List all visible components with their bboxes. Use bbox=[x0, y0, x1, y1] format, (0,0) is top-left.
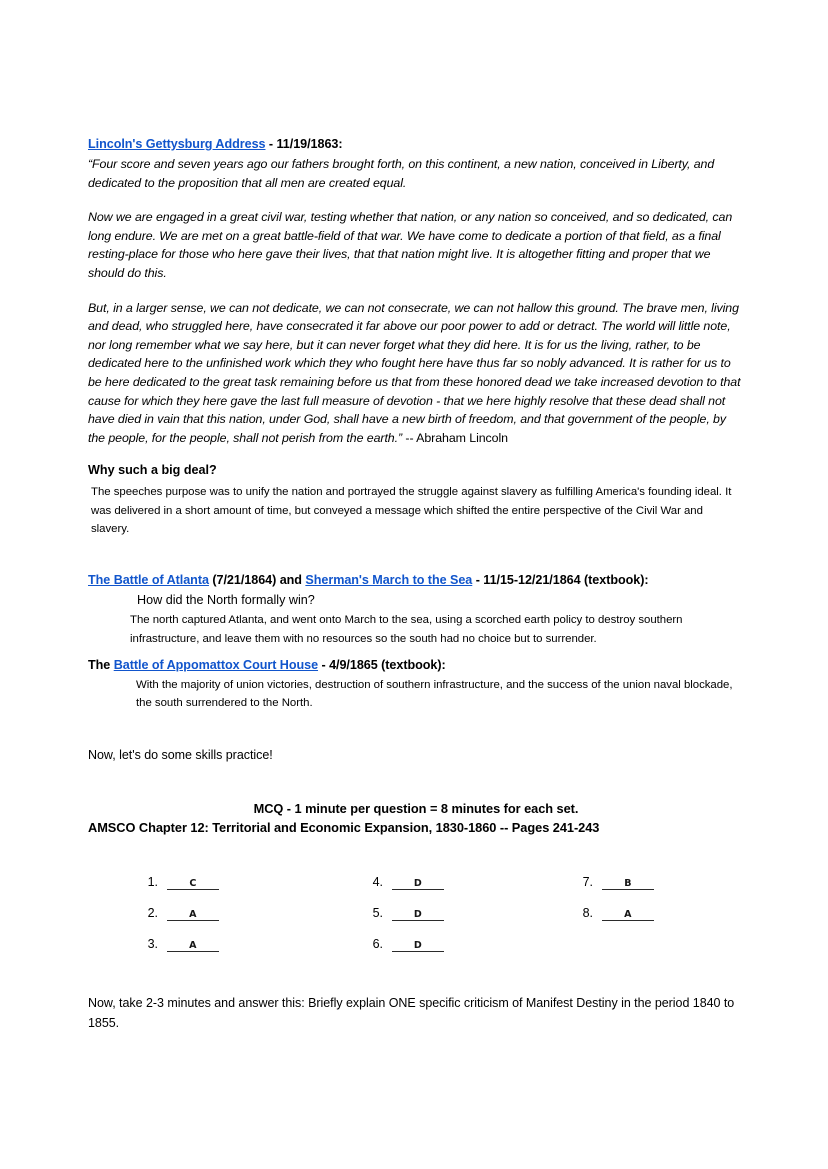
answer-item bbox=[136, 890, 361, 921]
gettysburg-attribution: -- Abraham Lincoln bbox=[405, 430, 508, 445]
spacer-after-big-deal bbox=[88, 538, 744, 572]
battle-of-atlanta-link[interactable]: The Battle of Atlanta bbox=[88, 573, 209, 588]
spacer-before-mcq bbox=[88, 765, 744, 799]
gettysburg-paragraph-2: Now we are engaged in a great civil war, testing whether that nation, or any nation so conceived, and so dedicated, can long endure. We are met on a great battle-field of that war. We have come to dedicate a portion of that field, as a final resting-place for those who here gave their lives, that that nation might live. It is altogether fitting and proper that we should do this. bbox=[88, 210, 733, 280]
answer-item bbox=[136, 859, 361, 890]
answer-number: 5. bbox=[372, 906, 383, 921]
mcq-column-2 bbox=[361, 859, 571, 952]
mcq-answer-grid bbox=[88, 859, 744, 952]
gettysburg-paragraph-3 bbox=[88, 299, 744, 448]
mcq-timing-heading: MCQ - 1 minute per question = 8 minutes for each set. bbox=[253, 801, 579, 817]
spacer-after-atlanta bbox=[88, 648, 744, 657]
appomattox-answer: With the majority of union victories, destruction of southern infrastructure, and the success of the union naval blockade, the south surrendered to the North. bbox=[136, 678, 733, 710]
answer-number: 6. bbox=[372, 937, 383, 952]
answer-letter: C bbox=[189, 878, 197, 890]
answer-letter: D bbox=[413, 909, 423, 921]
atlanta-heading bbox=[88, 572, 744, 589]
answer-item bbox=[571, 859, 744, 890]
answer-blank[interactable] bbox=[392, 904, 444, 921]
atlanta-question: How did the North formally win? bbox=[137, 593, 315, 608]
answer-blank[interactable] bbox=[167, 904, 219, 921]
appomattox-date: - 4/9/1865 (textbook): bbox=[318, 657, 446, 672]
answer-letter: D bbox=[413, 940, 423, 952]
answer-blank[interactable] bbox=[167, 935, 219, 952]
appomattox-prefix: The bbox=[88, 657, 114, 672]
closing-prompt: Now, take 2-3 minutes and answer this: Briefly explain ONE specific criticism of Manifest Destiny in the period 1840 to 1855. bbox=[88, 996, 735, 1030]
gettysburg-address-link[interactable]: Lincoln's Gettysburg Address bbox=[88, 137, 266, 151]
mcq-column-1 bbox=[136, 859, 361, 952]
big-deal-heading: Why such a big deal? bbox=[88, 463, 217, 478]
gettysburg-heading bbox=[88, 136, 744, 153]
answer-item bbox=[361, 859, 571, 890]
atlanta-middle-text: (7/21/1864) and bbox=[208, 573, 306, 588]
shermans-march-link[interactable]: Sherman's March to the Sea bbox=[305, 573, 473, 588]
mcq-column-3 bbox=[571, 859, 744, 952]
answer-letter: B bbox=[624, 878, 632, 890]
appomattox-court-house-link[interactable]: Battle of Appomattox Court House bbox=[113, 657, 319, 672]
answer-letter: D bbox=[413, 878, 423, 890]
answer-number: 7. bbox=[582, 875, 593, 890]
answer-blank[interactable] bbox=[602, 904, 654, 921]
answer-blank[interactable] bbox=[392, 935, 444, 952]
answer-item bbox=[361, 890, 571, 921]
answer-number: 1. bbox=[147, 875, 158, 890]
answer-item bbox=[136, 921, 361, 952]
appomattox-heading bbox=[88, 657, 744, 674]
atlanta-date: - 11/15-12/21/1864 (textbook): bbox=[472, 573, 649, 588]
answer-item bbox=[571, 890, 744, 921]
skills-practice-line: Now, let's do some skills practice! bbox=[88, 748, 273, 763]
answer-blank[interactable] bbox=[167, 873, 219, 890]
gettysburg-paragraph-1: “Four score and seven years ago our fathers brought forth, on this continent, a new nation, conceived in Liberty, and dedicated to the proposition that all men are created equal. bbox=[88, 157, 715, 190]
answer-number: 2. bbox=[147, 906, 158, 921]
answer-number: 3. bbox=[147, 937, 158, 952]
gettysburg-date: - 11/19/1863: bbox=[265, 137, 343, 151]
atlanta-answer: The north captured Atlanta, and went onto March to the sea, using a scorched earth policy to destroy southern infrastructure, and leave them with no resources so the south had no choice but to surrender. bbox=[130, 614, 683, 645]
answer-letter: A bbox=[189, 940, 197, 952]
document-body bbox=[88, 136, 744, 1033]
spacer-before-practice bbox=[88, 712, 744, 746]
answer-letter: A bbox=[624, 909, 632, 921]
gettysburg-paragraph-3-text: But, in a larger sense, we can not dedicate, we can not consecrate, we can not hallow this ground. The brave men, living and dead, who struggled here, have consecrated it far above our poor power to add or detract. The world will little note, nor long remember what we say here, but it can never forget what they did here. It is for us the living, rather, to be dedicated here to the unfinished work which they who fought here have thus far so nobly advanced. It is rather for us to be here dedicated to the great task remaining before us that from these honored dead we take increased devotion to that cause for which they here gave the last full measure of devotion - that we here highly resolve that these dead shall not have died in vain that this nation, under God, shall have a new birth of freedom, and that government of the people, by the people, for the people, shall not perish from the earth.” bbox=[88, 300, 741, 445]
answer-blank[interactable] bbox=[602, 873, 654, 890]
answer-number: 8. bbox=[582, 906, 593, 921]
answer-letter: A bbox=[189, 909, 197, 921]
answer-item bbox=[361, 921, 571, 952]
answer-number: 4. bbox=[372, 875, 383, 890]
answer-blank[interactable] bbox=[392, 873, 444, 890]
mcq-source-heading: AMSCO Chapter 12: Territorial and Economic Expansion, 1830-1860 -- Pages 241-243 bbox=[88, 820, 600, 836]
big-deal-answer: The speeches purpose was to unify the nation and portrayed the struggle against slavery as fulfilling America's founding ideal. It was delivered in a short amount of time, but conveyed a message which shifted the entire perspective of the Civil War and slavery. bbox=[91, 486, 732, 535]
